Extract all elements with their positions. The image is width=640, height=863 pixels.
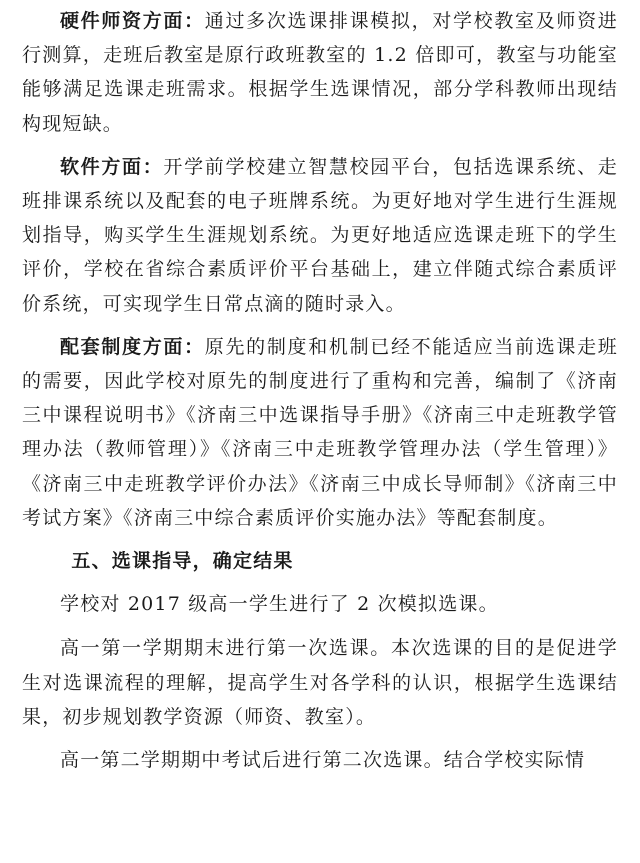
paragraph-supporting-system	[22, 330, 618, 535]
paragraph-text: 开学前学校建立智慧校园平台，包括选课系统、走班排课系统以及配套的电子班牌系统。为更好地对学生进行生涯规划指导，购买学生生涯规划系统。为更好地适应选课走班下的学生评价，学校在省综合素质评价平台基础上，建立伴随式综合素质评价系统，可实现学生日常点滴的随时录入。	[22, 155, 618, 315]
paragraph-mock-selection: 学校对 2017 级高一学生进行了 2 次模拟选课。	[60, 593, 499, 616]
paragraph-first-selection: 高一第一学期期末进行第一次选课。本次选课的目的是促进学生对选课流程的理解，提高学生对各学科的认识，根据学生选课结果，初步规划教学资源（师资、教室）。	[22, 637, 618, 728]
paragraph-second-selection: 高一第二学期期中考试后进行第二次选课。结合学校实际情	[60, 749, 586, 772]
paragraph-lead: 硬件师资方面：	[60, 10, 205, 32]
paragraph-lead: 配套制度方面：	[60, 335, 205, 358]
paragraph-software	[22, 150, 618, 321]
paragraph-text: 原先的制度和机制已经不能适应当前选课走班的需要，因此学校对原先的制度进行了重构和完善，编制了《济南三中课程说明书》《济南三中选课指导手册》《济南三中走班教学管理办法（教师管理）》《济南三中走班教学管理办法（学生管理）》《济南三中走班教学评价办法》《济南三中成长导师制》《济南三中考试方案》《济南三中综合素质评价实施办法》等配套制度。	[22, 335, 618, 529]
paragraph-lead: 软件方面：	[60, 155, 164, 178]
paragraph-hardware	[22, 4, 618, 141]
section-heading: 五、选课指导，确定结果	[71, 550, 294, 573]
paragraph-text: 通过多次选课排课模拟，对学校教室及师资进行测算，走班后教室是原行政班教室的 1.2 倍即可，教室与功能室能够满足选课走班需求。根据学生选课情况，部分学科教师出现结构现短缺。	[22, 10, 618, 135]
